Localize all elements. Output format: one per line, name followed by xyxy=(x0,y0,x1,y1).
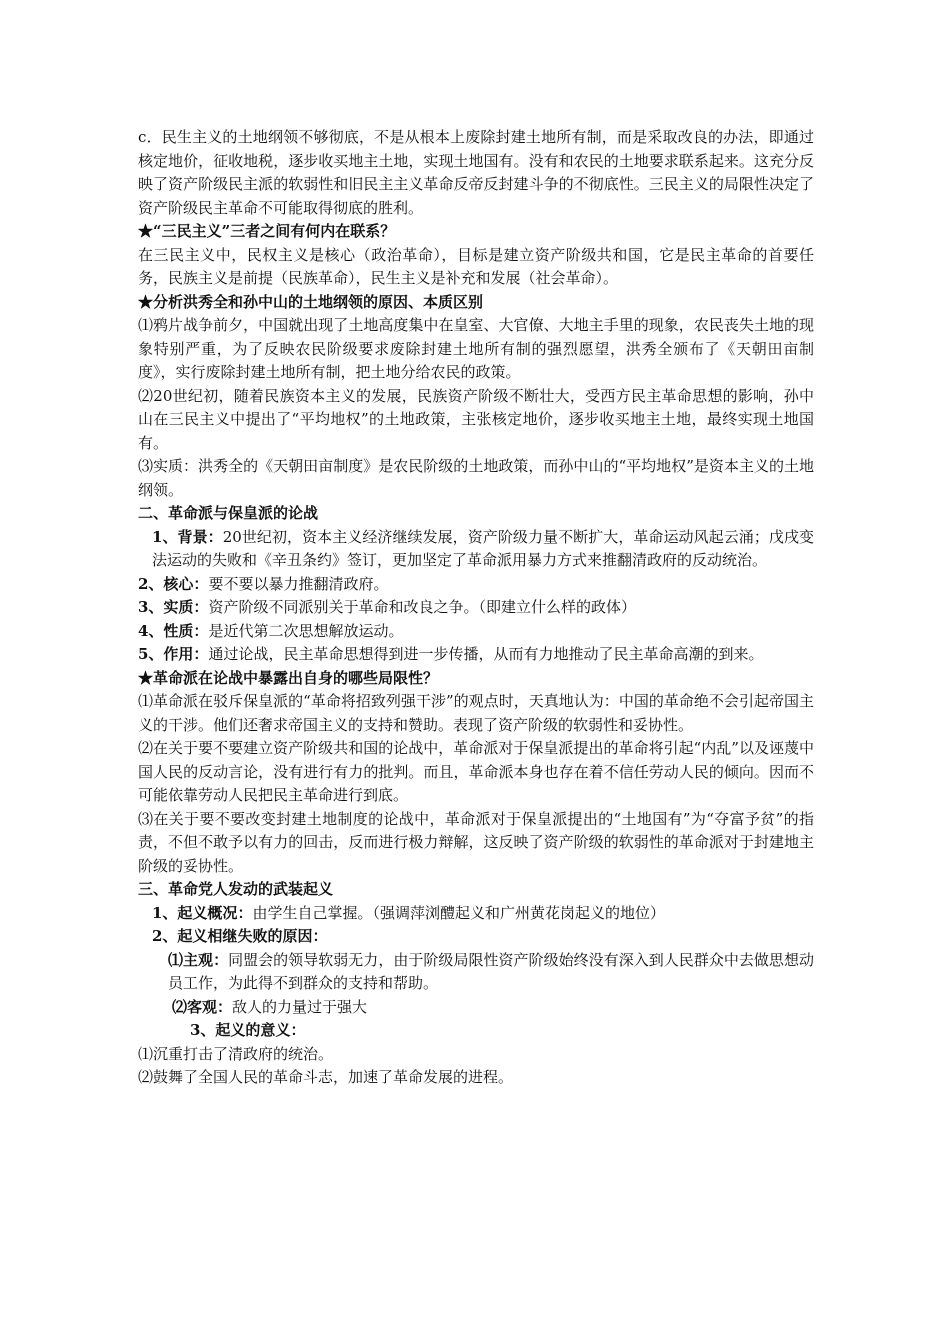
subjective-label: ⑴主观： xyxy=(168,950,229,969)
section-3-title: 三、革命党人发动的武装起义 xyxy=(138,880,334,898)
core-label: 2、核心： xyxy=(138,574,209,593)
question-answer-1: 在三民主义中，民权主义是核心（政治革命），目标是建立资产阶级共和国，它是民主革命的首要任务，民族主义是前提（民族革命），民生主义是补充和发展（社会革命）。 xyxy=(138,245,814,287)
question-2-point-2: ⑵20世纪初，随着民族资本主义的发展，民族资产阶级不断壮大，受西方民主革命思想的影响，孙中山在三民主义中提出了“平均地权”的土地政策，主张核定地价，逐步收买地主土地，最终实现土地国有。 xyxy=(138,386,814,452)
background-text: 20世纪初，资本主义经济继续发展，资产阶级力量不断扩大，革命运动风起云涌；戊戌变法运动的失败和《辛丑条约》签订，更加坚定了革命派用暴力方式来推翻清政府的反动统治。 xyxy=(152,527,815,569)
section-2-effect xyxy=(138,643,814,667)
section-3-significance-1: ⑴沉重打击了清政府的统治。 xyxy=(138,1044,334,1063)
section-3-objective xyxy=(138,996,814,1020)
paragraph-c: c．民生主义的土地纲领不够彻底，不是从根本上废除封建土地所有制，而是采取改良的办法，即通过核定地价，征收地税，逐步收买地主土地，实现土地国有。没有和农民的土地要求联系起来。这充分反映了资产阶级民主派的软弱性和旧民主主义革命反帝反封建斗争的不彻底性。三民主义的局限性决定了资产阶级民主革命不可能取得彻底的胜利。 xyxy=(138,128,814,217)
question-2-point-1: ⑴鸦片战争前夕，中国就出现了土地高度集中在皇室、大官僚、大地主手里的现象，农民丧失土地的现象特别严重，为了反映农民阶级要求废除封建土地所有制的强烈愿望，洪秀全颁布了《天朝田亩制度》，实行废除封建土地所有制，把土地分给农民的政策。 xyxy=(138,316,814,381)
objective-text: 敌人的力量过于强大 xyxy=(232,997,368,1016)
section-3-failure-heading: 2、起义相继失败的原因： xyxy=(152,927,328,945)
effect-text: 通过论战，民主革命思想得到进一步传播，从而有力地推动了民主革命高潮的到来。 xyxy=(208,645,764,663)
question-heading-2: ★分析洪秀全和孙中山的土地纲领的原因、本质区别 xyxy=(138,292,484,311)
question-heading-1: ★“三民主义”三者之间有何内在联系？ xyxy=(138,222,396,240)
effect-label: 5、作用： xyxy=(138,645,209,663)
document-body xyxy=(138,126,814,1090)
overview-text: 由学生自己掌握。（强调萍浏醴起义和广州黄花岗起义的地位） xyxy=(252,903,665,922)
background-label: 1、背景： xyxy=(152,527,223,546)
question-heading-3: ★革命派在论战中暴露出自身的哪些局限性？ xyxy=(138,668,439,687)
nature-text: 是近代第二次思想解放运动。 xyxy=(208,621,404,640)
question-2-point-3: ⑶实质：洪秀全的《天朝田亩制度》是农民阶级的土地政策，而孙中山的“平均地权”是资本主义的土地纲领。 xyxy=(138,457,814,499)
nature-label: 4、性质： xyxy=(138,621,209,640)
section-2-core xyxy=(138,573,814,597)
section-2-nature xyxy=(138,620,814,644)
subjective-text: 同盟会的领导软弱无力，由于阶级局限性资产阶级始终没有深入到人民群众中去做思想动员工作，为此得不到群众的支持和帮助。 xyxy=(168,950,814,992)
question-3-point-3: ⑶在关于要不要改变封建土地制度的论战中，革命派对于保皇派提出的“土地国有”为“夺富予贫”的指责，不但不敢予以有力的回击，反而进行极力辩解，这反映了资产阶级的软弱性的革命派对于封建地主阶级的妥协性。 xyxy=(138,809,814,875)
essence-text: 资产阶级不同派别关于革命和改良之争。（即建立什么样的政体） xyxy=(208,598,636,616)
core-text: 要不要以暴力推翻清政府。 xyxy=(208,574,389,593)
section-2-title: 二、革命派与保皇派的论战 xyxy=(138,504,319,522)
section-2-background xyxy=(138,526,814,573)
section-3-subjective xyxy=(138,949,814,996)
section-2-essence xyxy=(138,596,814,620)
overview-label: 1、起义概况： xyxy=(152,903,253,922)
essence-label: 3、实质： xyxy=(138,598,209,616)
section-3-significance-heading: 3、起义的意义： xyxy=(190,1021,306,1039)
question-3-point-2: ⑵在关于要不要建立资产阶级共和国的论战中，革命派对于保皇派提出的革命将引起“内乱”以及诬蔑中国人民的反动言论，没有进行有力的批判。而且，革命派本身也存在着不信任劳动人民的倾向。因而不可能依靠劳动人民把民主革命进行到底。 xyxy=(138,739,814,804)
question-3-point-1: ⑴革命派在驳斥保皇派的“革命将招致列强干涉”的观点时，天真地认为：中国的革命绝不会引起帝国主义的干涉。他们还奢求帝国主义的支持和赞助。表现了资产阶级的软弱性和妥协性。 xyxy=(138,692,814,734)
section-3-overview xyxy=(138,902,814,926)
section-3-significance-2: ⑵鼓舞了全国人民的革命斗志，加速了革命发展的进程。 xyxy=(138,1068,514,1086)
objective-label: ⑵客观： xyxy=(172,997,233,1016)
